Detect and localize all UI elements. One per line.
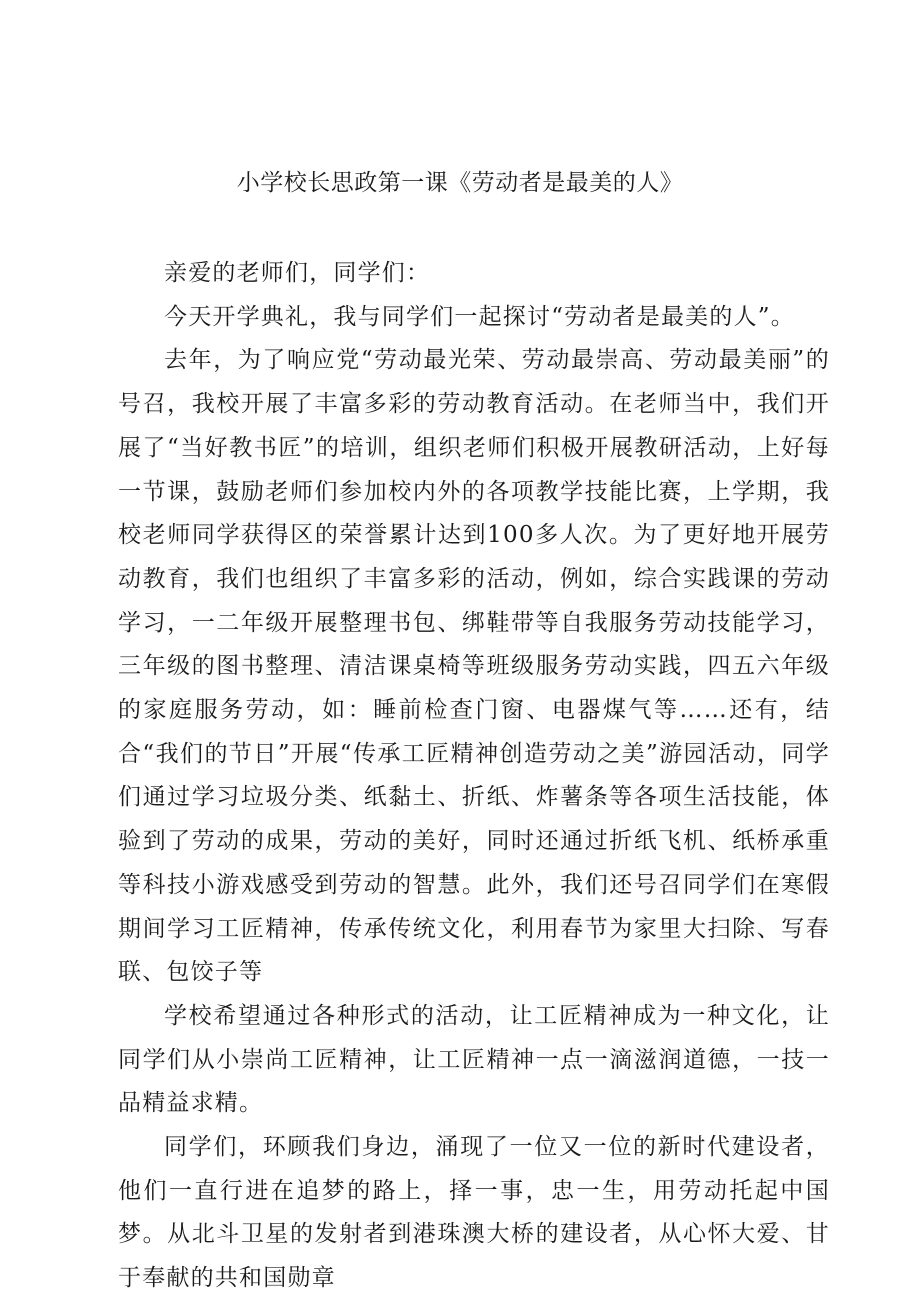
paragraph-greeting: 亲爱的老师们，同学们： xyxy=(164,260,431,286)
paragraph-activities: 去年，为了响应党“劳动最光荣、劳动最崇高、劳动最美丽”的号召，我校开展了丰富多彩的劳动教育活动。在老师当中，我们开展了“当好教书匠”的培训，组织老师们积极开展教研活动，上好每一节课，鼓励老师们参加校内外的各项教学技能比赛，上学期，我校老师同学获得区的荣誉累计达到100多人次。为了更好地开展劳动教育，我们也组织了丰富多彩的活动，例如，综合实践课的劳动学习，一二年级开展整理书包、绑鞋带等自我服务劳动技能学习，三年级的图书整理、清洁课桌椅等班级服务劳动实践，四五六年级的家庭服务劳动，如：睡前检查门窗、电器煤气等……还有，结合“我们的节日”开展“传承工匠精神创造劳动之美”游园活动，同学们通过学习垃圾分类、纸黏土、折纸、炸薯条等各项生活技能，体验到了劳动的成果，劳动的美好，同时还通过折纸飞机、纸桥承重等科技小游戏感受到劳动的智慧。此外，我们还号召同学们在寒假期间学习工匠精神，传承传统文化，利用春节为家里大扫除、写春联、包饺子等 xyxy=(118,347,830,986)
paragraph-school-hope: 学校希望通过各种形式的活动，让工匠精神成为一种文化，让同学们从小崇尚工匠精神，让工匠精神一点一滴滋润道德，一技一品精益求精。 xyxy=(118,1002,830,1117)
document-body xyxy=(118,252,830,1301)
document-title: 小学校长思政第一课《劳动者是最美的人》 xyxy=(236,170,684,196)
paragraph-intro: 今天开学典礼，我与同学们一起探讨“劳动者是最美的人”。 xyxy=(164,303,795,330)
paragraph-builders: 同学们，环顾我们身边，涌现了一位又一位的新时代建设者，他们一直行进在追梦的路上，择一事，忠一生，用劳动托起中国梦。从北斗卫星的发射者到港珠澳大桥的建设者，从心怀大爱、甘于奉献的共和国勋章 xyxy=(118,1134,830,1292)
